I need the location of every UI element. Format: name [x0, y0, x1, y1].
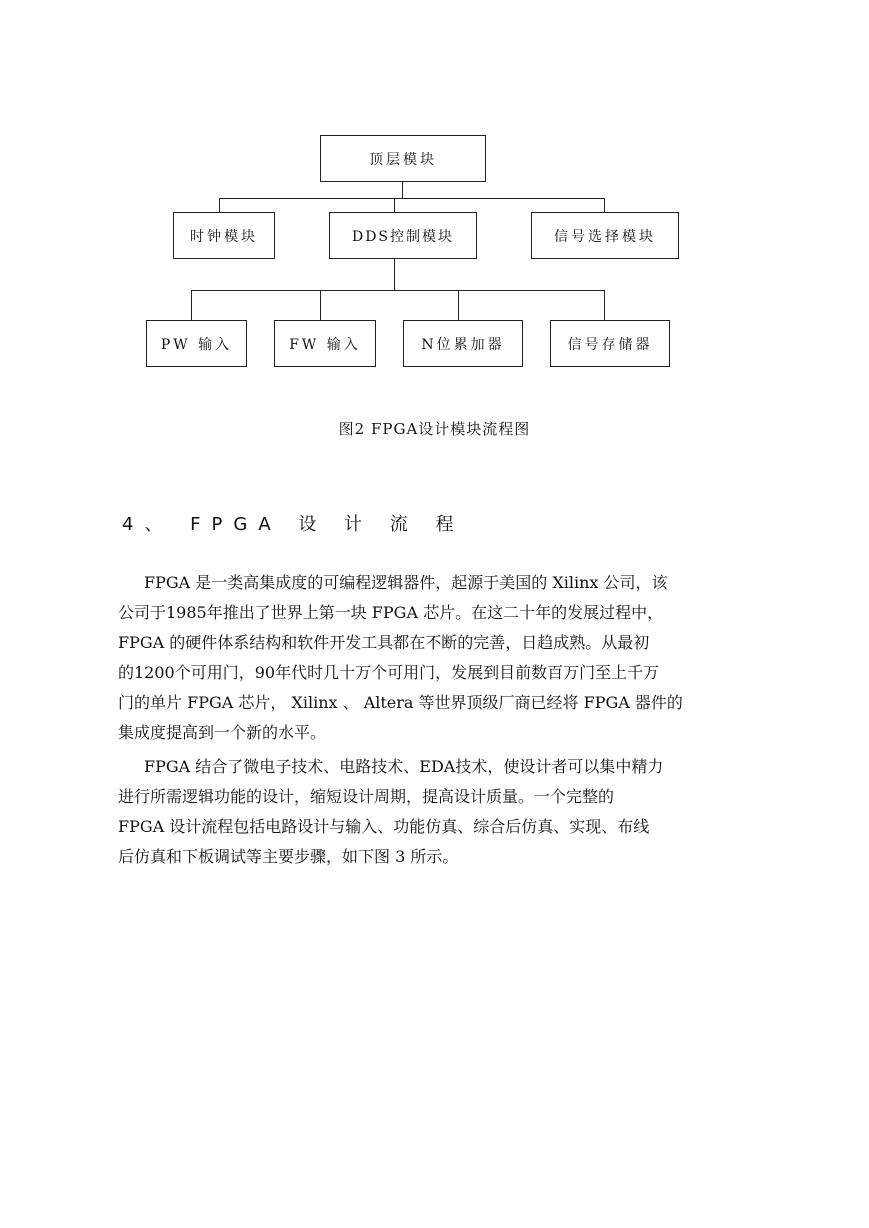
signal-memory-label: 信号存储器 — [567, 336, 653, 353]
dds-control-module-box — [329, 212, 477, 259]
pw-input-box — [146, 320, 247, 367]
connector-line — [219, 198, 220, 212]
paragraph — [118, 568, 748, 748]
paragraph-line: 公司于1985年推出了世界上第一块 FPGA 芯片。在这二十年的发展过程中， — [118, 603, 664, 622]
connector-line — [191, 290, 605, 291]
connector-line — [604, 198, 605, 212]
fw-input-box — [274, 320, 376, 367]
figure-caption: 图2 FPGA设计模块流程图 — [338, 420, 531, 438]
signal-memory-box — [550, 320, 670, 367]
clock-module-box — [173, 212, 275, 259]
accumulator-label: N位累加器 — [421, 336, 505, 353]
top-module-box — [320, 135, 486, 182]
connector-line — [394, 259, 395, 290]
paragraph-line: FPGA 结合了微电子技术、电路技术、EDA技术，使设计者可以集中精力 — [144, 757, 664, 776]
dds-control-module-label: DDS控制模块 — [351, 228, 455, 245]
top-module-label: 顶层模块 — [369, 151, 437, 168]
pw-input-label: PW 输入 — [160, 336, 233, 353]
connector-line — [604, 290, 605, 320]
clock-module-label: 时钟模块 — [190, 228, 258, 245]
paragraph-line: 进行所需逻辑功能的设计，缩短设计周期，提高设计质量。一个完整的 — [118, 787, 615, 806]
connector-line — [320, 290, 321, 320]
paragraph-line: FPGA 设计流程包括电路设计与输入、功能仿真、综合后仿真、实现、布线 — [118, 817, 650, 836]
paragraph-line: 门的单片 FPGA 芯片， Xilinx 、 Altera 等世界顶级厂商已经将 FPGA 器件的 — [118, 693, 683, 712]
fw-input-label: FW 输入 — [289, 336, 361, 353]
paragraph — [118, 752, 748, 872]
paragraph-line: 集成度提高到一个新的水平。 — [118, 723, 327, 742]
connector-line — [191, 290, 192, 320]
paragraph-line: 的1200个可用门，90年代时几十万个可用门，发展到目前数百万门至上千万 — [118, 663, 660, 682]
paragraph-line: FPGA 是一类高集成度的可编程逻辑器件，起源于美国的 Xilinx 公司，该 — [144, 573, 668, 592]
connector-line — [394, 198, 395, 212]
accumulator-box — [403, 320, 523, 367]
connector-line — [219, 198, 605, 199]
connector-line — [458, 290, 459, 320]
signal-select-module-label: 信号选择模块 — [554, 228, 656, 245]
paragraph-line: 后仿真和下板调试等主要步骤，如下图 3 所示。 — [118, 847, 459, 866]
paragraph-line: FPGA 的硬件体系结构和软件开发工具都在不断的完善，日趋成熟。从最初 — [118, 633, 650, 652]
section-heading: 4、 FPGA 设 计 流 程 — [122, 514, 465, 535]
signal-select-module-box — [531, 212, 679, 259]
connector-line — [402, 182, 403, 198]
